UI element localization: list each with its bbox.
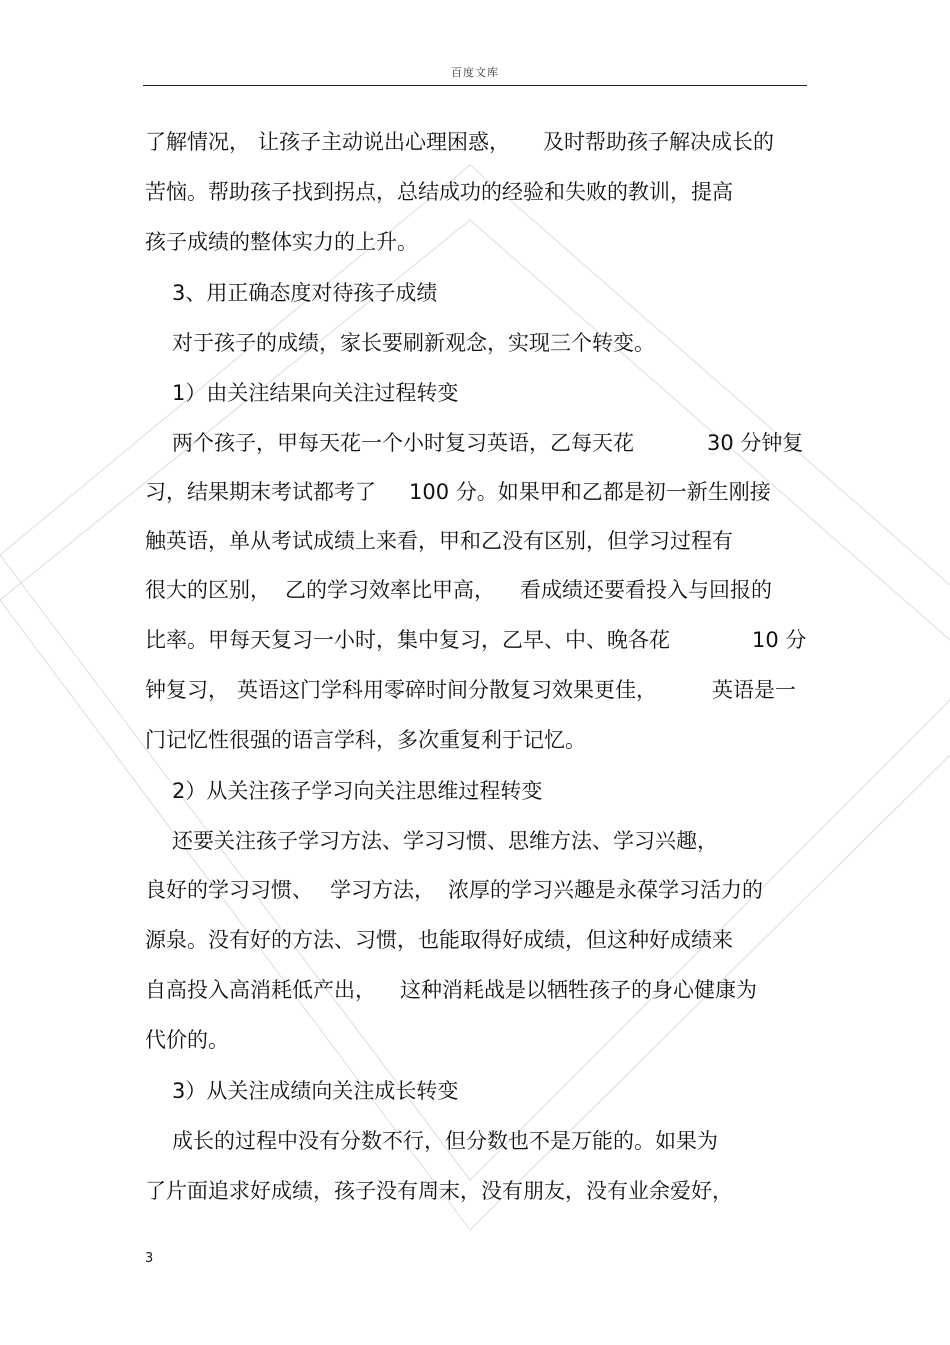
text-segment: 3）从关注成绩向关注成长转变	[172, 1079, 459, 1103]
text-segment: 及时帮助孩子解决成长的	[543, 130, 774, 154]
text-segment: 3、用正确态度对待孩子成绩	[172, 281, 438, 305]
text-segment: 100 分。如果甲和乙都是初一新生刚接	[409, 480, 771, 504]
text-line	[0, 1176, 950, 1206]
text-segment: 钟复习，	[145, 678, 229, 702]
text-segment: 源泉。没有好的方法、习惯，也能取得好成绩，但这种好成绩来	[145, 928, 733, 952]
text-segment: 很大的区别，	[145, 578, 271, 602]
text-line	[0, 575, 950, 605]
text-segment: 2）从关注孩子学习向关注思维过程转变	[172, 779, 543, 803]
text-segment: 苦恼。帮助孩子找到拐点，总结成功的经验和失败的教训，提高	[145, 180, 733, 204]
text-line	[0, 278, 950, 308]
text-segment: 看成绩还要看投入与回报的	[520, 578, 772, 602]
text-segment: 还要关注孩子学习方法、学习习惯、思维方法、学习兴趣，	[172, 829, 718, 853]
text-segment: 英语是一	[712, 678, 796, 702]
text-segment: 门记忆性很强的语言学科，多次重复利于记忆。	[145, 728, 586, 752]
text-segment: 孩子成绩的整体实力的上升。	[145, 230, 418, 254]
text-line	[0, 227, 950, 257]
text-segment: 良好的学习习惯、	[145, 878, 313, 902]
text-segment: 对于孩子的成绩，家长要刷新观念，实现三个转变。	[172, 331, 655, 355]
text-segment: 1）由关注结果向关注过程转变	[172, 381, 459, 405]
text-line	[0, 1076, 950, 1106]
text-segment: 触英语，单从考试成绩上来看，甲和乙没有区别，但学习过程有	[145, 529, 733, 553]
text-line	[0, 477, 950, 507]
text-segment: 比率。甲每天复习一小时，集中复习，乙早、中、晚各花	[145, 628, 670, 652]
page-header-title: 百度文库	[451, 66, 499, 79]
text-segment: 两个孩子，甲每天花一个小时复习英语，乙每天花	[172, 431, 634, 455]
text-line	[0, 925, 950, 955]
text-segment: 学习方法，	[330, 878, 435, 902]
text-line	[0, 776, 950, 806]
text-segment: 自高投入高消耗低产出，	[145, 978, 376, 1002]
text-line	[0, 177, 950, 207]
text-segment: 了片面追求好成绩，孩子没有周末，没有朋友，没有业余爱好，	[145, 1179, 733, 1203]
text-segment: 习，结果期末考试都考了	[145, 480, 376, 504]
text-segment: 乙的学习效率比甲高，	[285, 578, 495, 602]
text-segment: 代价的。	[145, 1028, 229, 1052]
text-line	[0, 625, 950, 655]
text-segment: 这种消耗战是以牺牲孩子的身心健康为	[400, 978, 757, 1002]
text-segment: 英语这门学科用零碎时间分散复习效果更佳，	[237, 678, 657, 702]
text-line	[0, 675, 950, 705]
text-line	[0, 526, 950, 556]
text-line	[0, 826, 950, 856]
page-number: 3	[145, 1251, 154, 1266]
text-line	[0, 725, 950, 755]
text-line	[0, 1126, 950, 1156]
text-segment: 10 分	[752, 628, 807, 652]
text-line	[0, 428, 950, 458]
header-divider	[143, 85, 807, 86]
text-line	[0, 975, 950, 1005]
text-segment: 成长的过程中没有分数不行，但分数也不是万能的。如果为	[172, 1129, 718, 1153]
text-line	[0, 1025, 950, 1055]
text-line	[0, 875, 950, 905]
text-segment: 让孩子主动说出心理困惑，	[258, 130, 510, 154]
text-segment: 30 分钟复	[707, 431, 804, 455]
text-line	[0, 127, 950, 157]
text-line	[0, 328, 950, 358]
text-line	[0, 378, 950, 408]
text-segment: 了解情况，	[145, 130, 250, 154]
text-segment: 浓厚的学习兴趣是永葆学习活力的	[448, 878, 763, 902]
